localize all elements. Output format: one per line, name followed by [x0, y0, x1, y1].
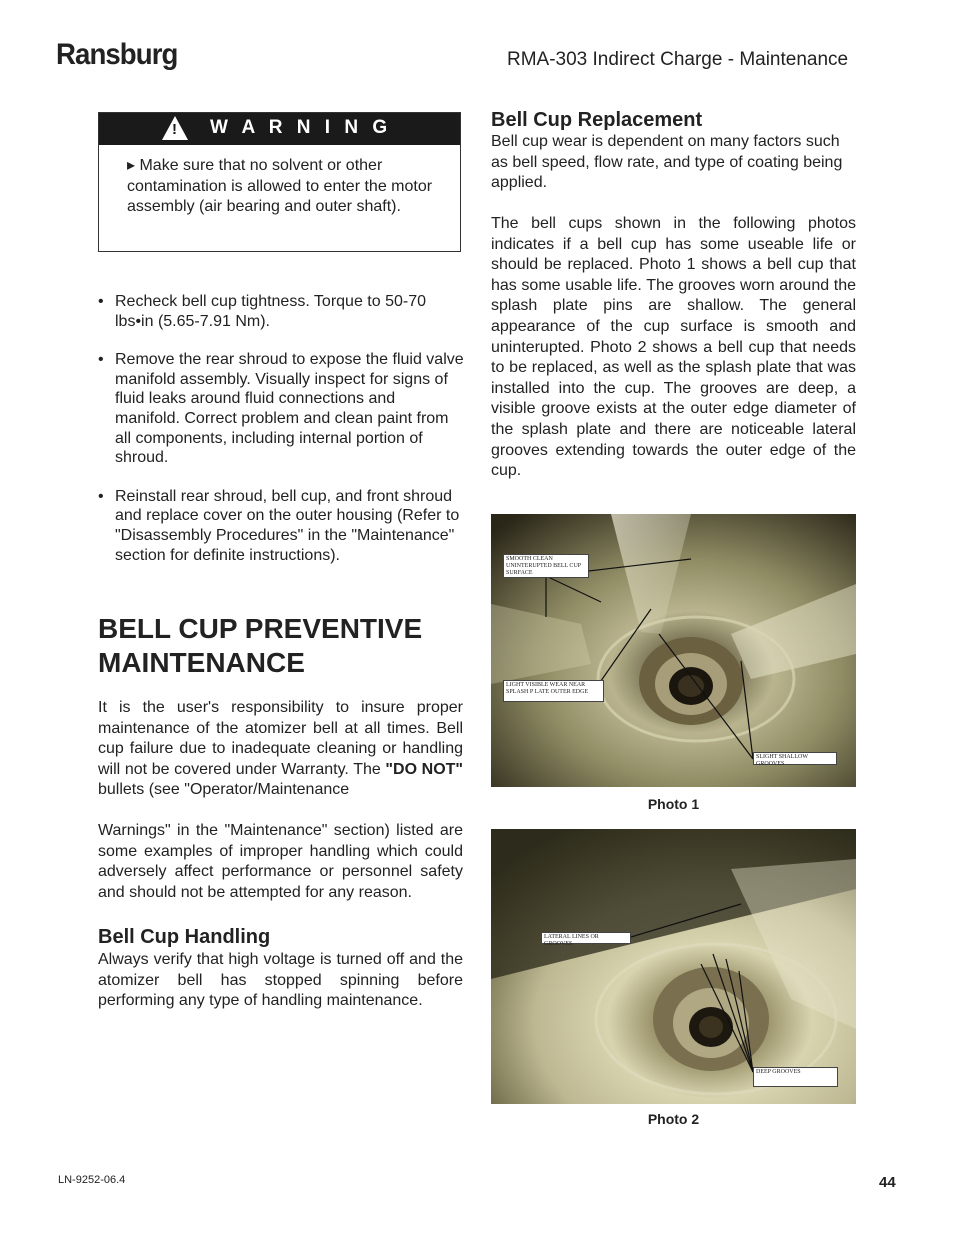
handling-heading: Bell Cup Handling [98, 926, 271, 948]
warning-header [99, 113, 460, 145]
photo-2-bell-cup [491, 829, 856, 1104]
bullet-text: Reinstall rear shroud, bell cup, and front shroud and replace cover on the outer housing (Refer to "Disassembly Procedures" in the "Maintenance" section for definite instructions). [115, 487, 460, 564]
list-item: • Remove the rear shroud to expose the fluid valve manifold assembly. Visually inspect for signs of fluid leaks around fluid connections and manifold. Correct problem and clean paint from all components, including internal portion of shroud. [98, 351, 464, 467]
bullet-text: Recheck bell cup tightness. Torque to 50-70 lbs•in (5.65-7.91 Nm). [115, 293, 427, 330]
document-code: LN-9252-06.4 [58, 1174, 126, 1186]
para-text: It is the user's responsibility to insure proper maintenance of the atomizer bell at all times. Bell cup failure due to inadequate cleaning or handling will not be covered under Warranty. The [98, 699, 463, 778]
handling-paragraph: Always verify that high voltage is turned off and the atomizer bell has stopped spinning before performing any type of handling maintenance. [98, 951, 463, 1010]
bullet-text: Remove the rear shroud to expose the fluid valve manifold assembly. Visually inspect for signs of fluid leaks around fluid connections and manifold. Correct problem and clean paint from all components, including internal portion of shroud. [115, 351, 464, 467]
label-deep-grooves: DEEP GROOVES [753, 1067, 838, 1087]
document-title: RMA-303 Indirect Charge - Maintenance [507, 49, 849, 70]
warning-title: W A R N I N G [210, 117, 392, 138]
exclamation-icon: ! [172, 121, 177, 138]
brand-logo: Ransburg [56, 38, 178, 71]
photo-2-caption: Photo 2 [647, 1111, 700, 1127]
replacement-paragraph-1: Bell cup wear is dependent on many factors such as bell speed, flow rate, and type of coating being applied. [491, 133, 843, 192]
photo-1-bell-cup [491, 514, 856, 787]
responsibility-paragraph [98, 698, 463, 801]
do-not-emphasis: "DO NOT" [385, 760, 464, 778]
bell-cup-photo-2-image [491, 829, 856, 1104]
replacement-paragraph-2: The bell cups shown in the following photos indicates if a bell cup has some useable life or should be replaced. Photo 1 shows a bell cup that has some usable life. The grooves worn around the splash plate pins are shallow. The general appearance of the cup surface is smooth and uninterupted. Photo 2 shows a bell cup that needs to be replaced, as well as the splash plate that was installed into the cup. The grooves are deep, a visible groove exists at the outer edge diameter of the splash plate and there are noticeable lateral grooves extending towards the outer edge of the cup. [491, 215, 856, 480]
label-light-wear: LIGHT VISIBLE WEAR NEAR SPLASH P LATE OUTER EDGE [503, 680, 604, 702]
warnings-paragraph: Warnings" in the "Maintenance" section) listed are some examples of improper handling which could adversely affect performance or personnel safety and should not be attempted for any reason. [98, 822, 463, 901]
para-text: bullets (see "Operator/Maintenance [98, 781, 350, 799]
maintenance-bullet-list [98, 292, 464, 584]
replacement-heading: Bell Cup Replacement [491, 109, 703, 131]
label-lateral-grooves: LATERAL LINES OR GROOVES [541, 932, 631, 944]
warning-text: ▸ Make sure that no solvent or other contamination is allowed to enter the motor assembly (air bearing and outer shaft). [127, 157, 433, 216]
label-shallow-grooves: SLIGHT SHALLOW GROOVES [753, 752, 837, 765]
section-heading: BELL CUP PREVENTIVE MAINTENANCE [98, 613, 423, 678]
list-item: • Reinstall rear shroud, bell cup, and front shroud and replace cover on the outer housing (Refer to "Disassembly Procedures" in the "Maintenance" section for definite instructions). [98, 487, 460, 564]
label-smooth-surface: SMOOTH CLEAN UNINTERUPTED BELL CUP SURFACE [503, 554, 589, 578]
page-number: 44 [879, 1174, 896, 1191]
warning-box [98, 112, 461, 252]
photo-1-caption: Photo 1 [647, 796, 700, 812]
list-item: • Recheck bell cup tightness. Torque to 50-70 lbs•in (5.65-7.91 Nm). [98, 293, 427, 330]
